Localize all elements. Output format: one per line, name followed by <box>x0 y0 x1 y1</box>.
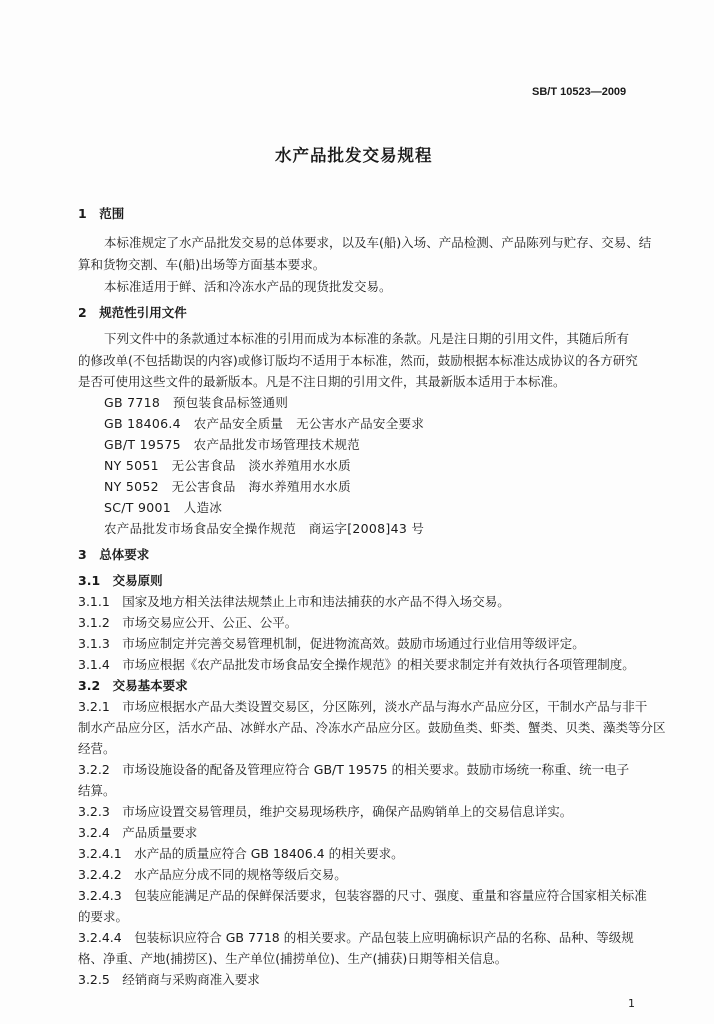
clause-line: 3.1.4 市场应根据《农产品批发市场食品安全操作规范》的相关要求制定并有效执行各项管理制度。 <box>78 657 635 672</box>
document-title: 水产品批发交易规程 <box>275 146 433 165</box>
clause-line: 3.2.2 市场设施设备的配备及管理应符合 GB/T 19575 的相关要求。鼓励市场统一称重、统一电子 <box>78 762 630 777</box>
clause-line: 结算。 <box>78 783 116 798</box>
clause-line: 3.2.3 市场应设置交易管理员，维护交易现场秩序，确保产品购销单上的交易信息详实。 <box>78 804 573 819</box>
clause-line: 3.2.5 经销商与采购商准入要求 <box>78 972 260 987</box>
section-3-heading: 3 总体要求 <box>78 547 150 562</box>
reference-item: NY 5052 无公害食品 海水养殖用水水质 <box>104 479 351 494</box>
clause-line: 3.1.2 市场交易应公开、公正、公平。 <box>78 615 298 630</box>
clause-line: 制水产品应分区，活水产品、冰鲜水产品、冷冻水产品应分区。鼓励鱼类、虾类、蟹类、贝类、藻类等分区 <box>78 720 666 735</box>
clause-line: 3.1.1 国家及地方相关法律法规禁止上市和违法捕获的水产品不得入场交易。 <box>78 594 510 609</box>
section-1-paragraph: 本标准规定了水产品批发交易的总体要求，以及车(船)入场、产品检测、产品陈列与贮存、交易、结 <box>104 235 652 250</box>
section-2-heading: 2 规范性引用文件 <box>78 305 187 320</box>
section-1-paragraph: 本标准适用于鲜、活和冷冻水产品的现货批发交易。 <box>104 279 392 294</box>
clause-line: 3.2.4 产品质量要求 <box>78 825 198 840</box>
clause-line: 3.2.1 市场应根据水产品大类设置交易区，分区陈列，淡水产品与海水产品应分区，干制水产品与非干 <box>78 699 648 714</box>
clause-line: 3.2.4.4 包装标识应符合 GB 7718 的相关要求。产品包装上应明确标识产品的名称、品种、等级规 <box>78 930 634 945</box>
reference-item: GB 7718 预包装食品标签通则 <box>104 395 289 410</box>
clause-heading: 3.1 交易原则 <box>78 573 163 588</box>
section-1-paragraph: 算和货物交割、车(船)出场等方面基本要求。 <box>78 257 326 272</box>
reference-item: SC/T 9001 人造冰 <box>104 500 223 515</box>
reference-item: NY 5051 无公害食品 淡水养殖用水水质 <box>104 458 351 473</box>
section-2-paragraph: 下列文件中的条款通过本标准的引用而成为本标准的条款。凡是注日期的引用文件，其随后所有 <box>104 331 630 346</box>
section-1-heading: 1 范围 <box>78 206 125 221</box>
page-number: 1 <box>628 997 635 1010</box>
clause-line: 的要求。 <box>78 909 129 924</box>
clause-heading: 3.2 交易基本要求 <box>78 678 188 693</box>
clause-line: 3.1.3 市场应制定并完善交易管理机制，促进物流高效。鼓励市场通过行业信用等级评定。 <box>78 636 585 651</box>
reference-item: GB 18406.4 农产品安全质量 无公害水产品安全要求 <box>104 416 425 431</box>
section-2-paragraph: 是否可使用这些文件的最新版本。凡是不注日期的引用文件，其最新版本适用于本标准。 <box>78 374 566 389</box>
reference-item: 农产品批发市场食品安全操作规范 商运字[2008]43 号 <box>104 521 425 536</box>
clause-line: 3.2.4.1 水产品的质量应符合 GB 18406.4 的相关要求。 <box>78 846 404 861</box>
section-2-paragraph: 的修改单(不包括勘误的内容)或修订版均不适用于本标准，然而，鼓励根据本标准达成协议的各方研究 <box>78 353 638 368</box>
clause-line: 经营。 <box>78 741 116 756</box>
standard-number: SB/T 10523—2009 <box>532 86 627 98</box>
reference-item: GB/T 19575 农产品批发市场管理技术规范 <box>104 437 361 452</box>
clause-line: 3.2.4.3 包装应能满足产品的保鲜保活要求，包装容器的尺寸、强度、重量和容量应符合国家相关标准 <box>78 888 647 903</box>
clause-line: 3.2.4.2 水产品应分成不同的规格等级后交易。 <box>78 867 347 882</box>
clause-line: 格、净重、产地(捕捞区)、生产单位(捕捞单位)、生产(捕获)日期等相关信息。 <box>78 951 508 966</box>
